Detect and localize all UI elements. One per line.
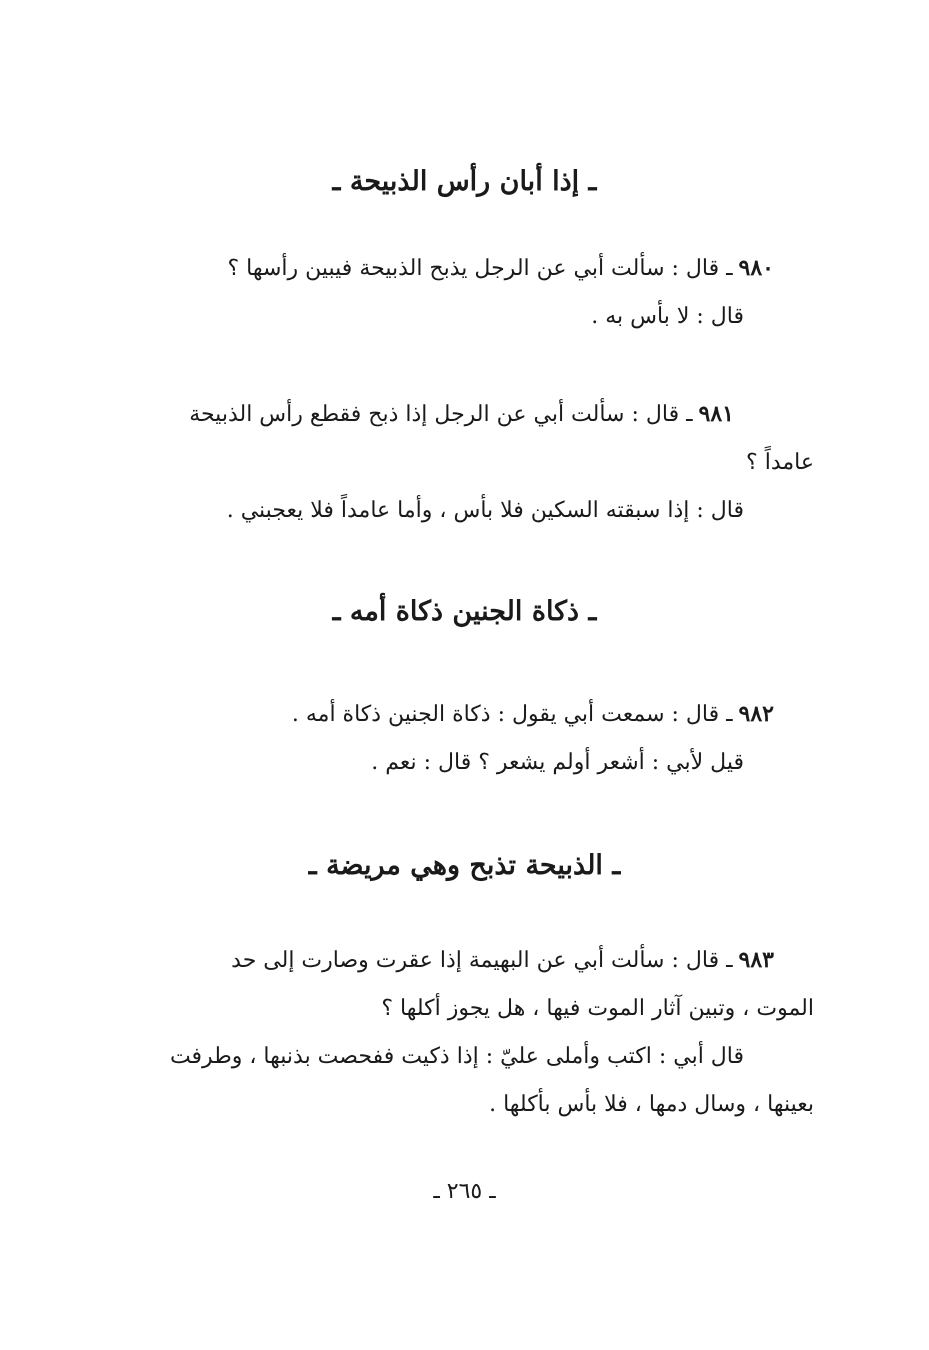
section-heading: ـ إذا أبان رأس الذبيحة ـ: [332, 166, 597, 197]
question-text: ـ قال : سمعت أبي يقول : ذكاة الجنين ذكاة أمه .: [291, 702, 733, 727]
entry-982: [124, 690, 774, 787]
entry-981: [124, 390, 814, 535]
entry-number: ٩٨١: [698, 401, 734, 427]
question-text: ـ قال : سألت أبي عن الرجل يذبح الذبيحة فيبين رأسها ؟: [227, 256, 733, 281]
question-line: [124, 390, 774, 439]
question-line: [124, 690, 774, 739]
entry-980: [124, 244, 774, 341]
section-heading: ـ ذكاة الجنين ذكاة أمه ـ: [332, 596, 597, 627]
question-line: [124, 244, 774, 293]
entry-983: [124, 936, 814, 1129]
question-text: ـ قال : سألت أبي عن البهيمة إذا عقرت وصارت إلى حد: [231, 948, 733, 973]
page-number: ـ ٢٦٥ ـ: [433, 1179, 496, 1204]
answer-line: قال : إذا سبقته السكين فلا بأس ، وأما عامداً فلا يعجبني .: [226, 498, 744, 523]
answer-line: قيل لأبي : أشعر أولم يشعر ؟ قال : نعم .: [371, 750, 744, 775]
question-line: عامداً ؟: [746, 450, 814, 475]
entry-number: ٩٨٣: [738, 947, 774, 973]
question-text: ـ قال : سألت أبي عن الرجل إذا ذبح فقطع رأس الذبيحة: [189, 402, 693, 427]
entry-number: ٩٨٠: [738, 255, 774, 281]
question-line: الموت ، وتبين آثار الموت فيها ، هل يجوز أكلها ؟: [381, 996, 814, 1021]
answer-line: قال أبي : اكتب وأملى عليّ : إذا ذكيت ففحصت بذنبها ، وطرفت: [169, 1044, 744, 1069]
answer-line: قال : لا بأس به .: [591, 304, 744, 329]
entry-number: ٩٨٢: [738, 701, 774, 727]
answer-line: بعينها ، وسال دمها ، فلا بأس بأكلها .: [489, 1092, 814, 1117]
question-line: [124, 936, 774, 985]
section-heading: ـ الذبيحة تذبح وهي مريضة ـ: [308, 850, 621, 881]
